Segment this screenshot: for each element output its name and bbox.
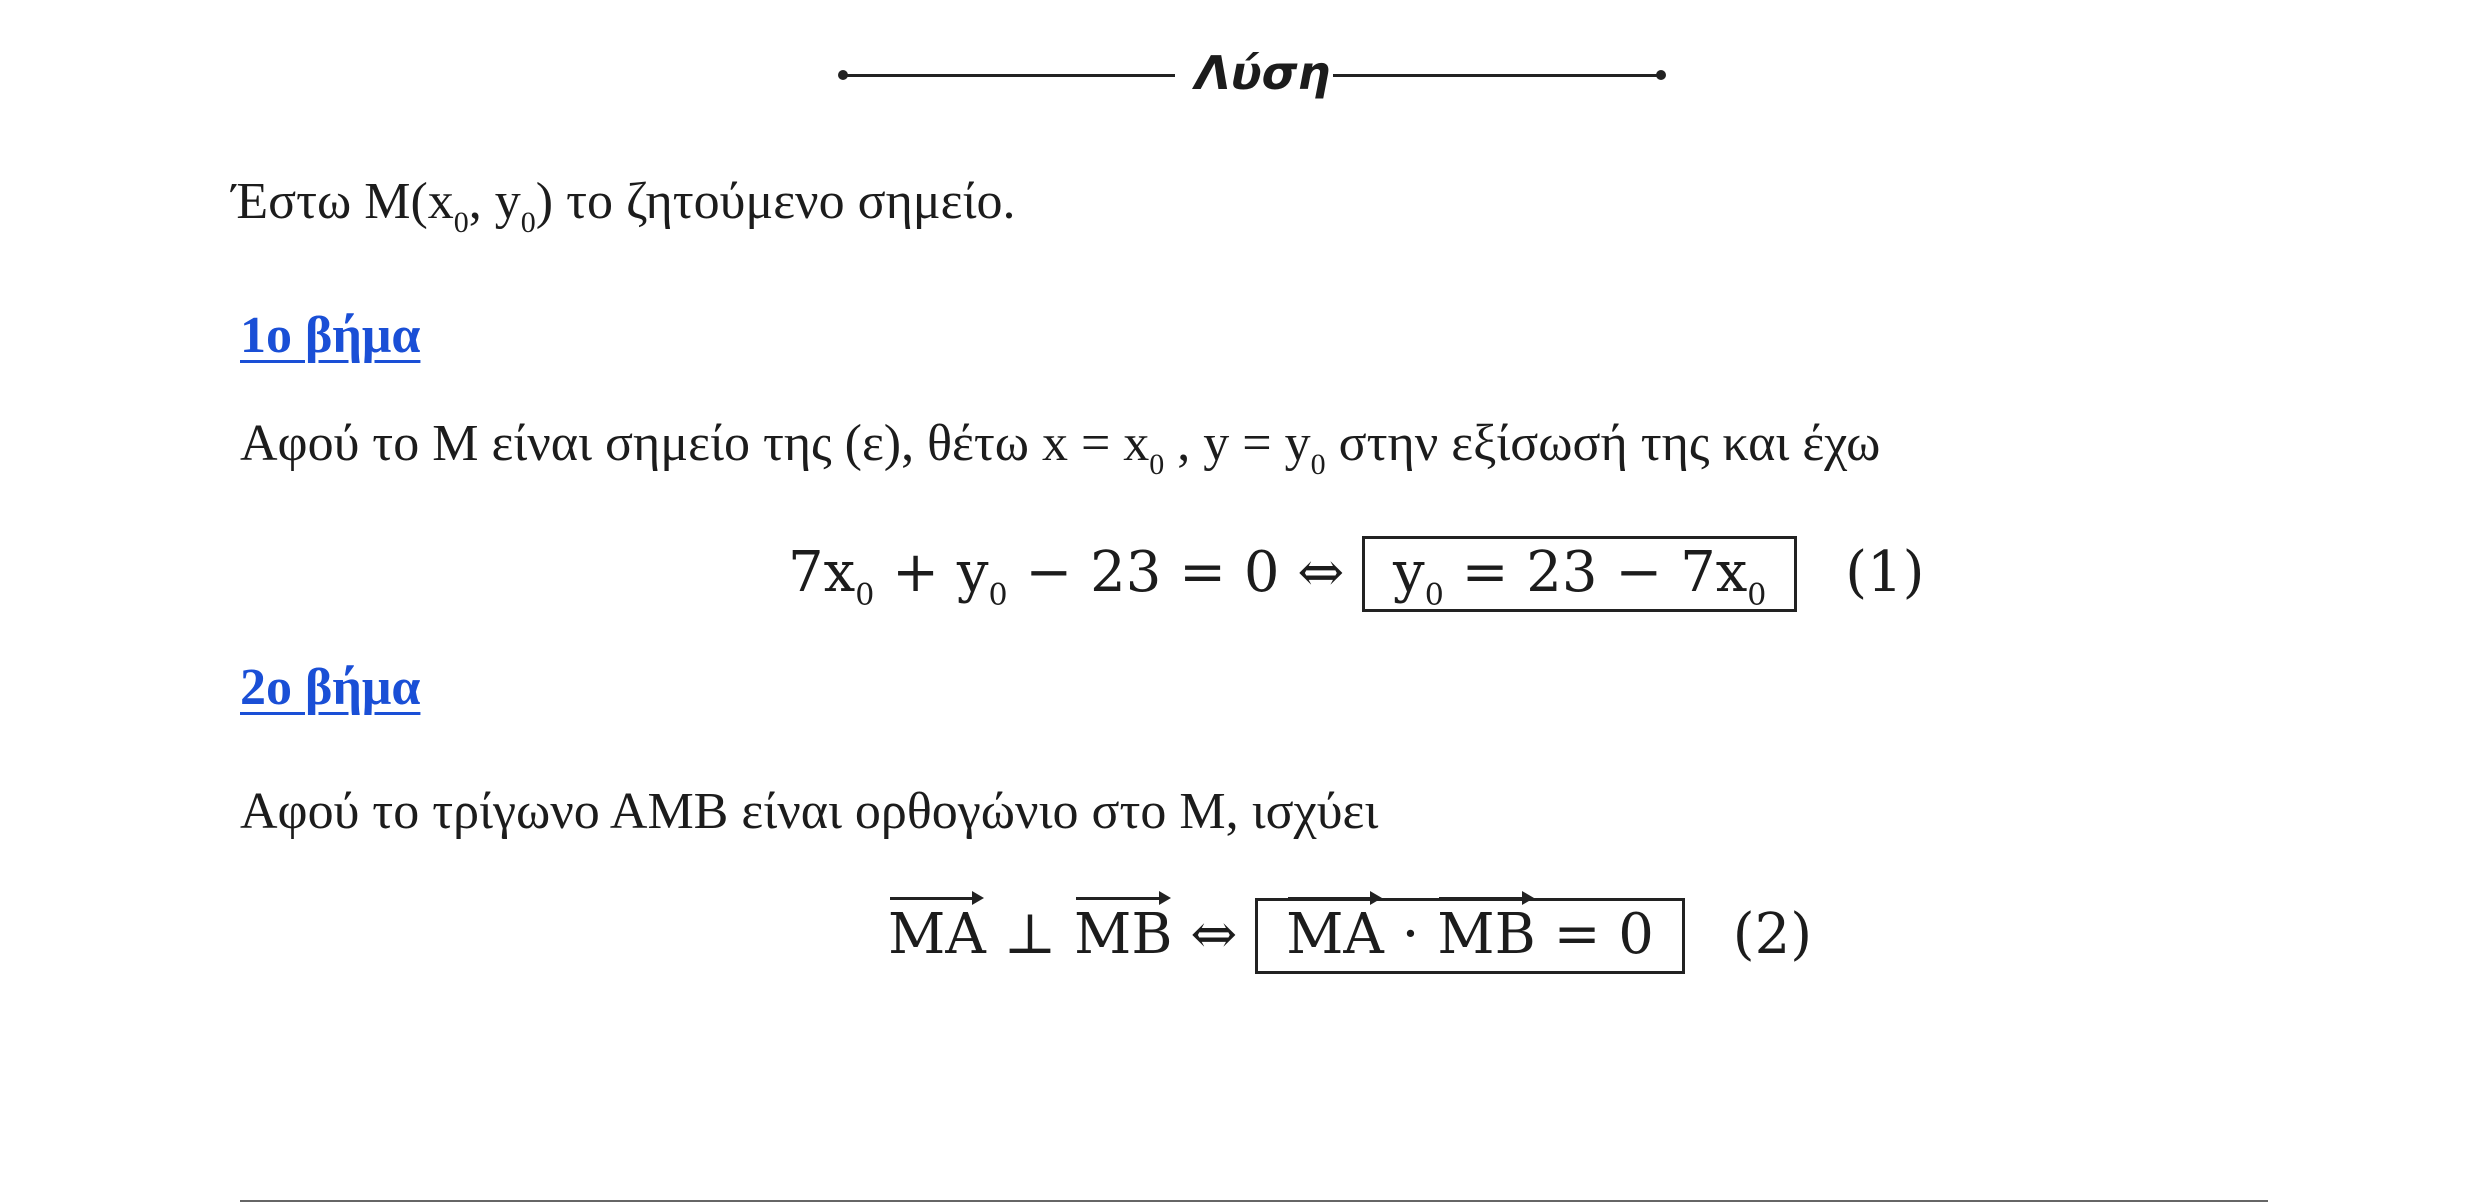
eq1-term-7x: 7x <box>788 540 856 605</box>
intro-suffix: ) το ζητούμενο σημείο. <box>535 173 1016 230</box>
step1-sentence-b: , y = y <box>1164 415 1311 472</box>
step1-equation <box>788 536 1925 612</box>
eq1-boxed-result <box>1362 536 1797 612</box>
header-right-line <box>1333 74 1661 77</box>
iff-symbol: ⇔ <box>1172 902 1238 967</box>
box-vector-mb: MB <box>1437 902 1536 967</box>
perp-symbol: ⊥ <box>985 902 1075 967</box>
intro-mid: , y <box>468 173 521 230</box>
header-right-dot <box>1656 70 1666 80</box>
step2-equation <box>888 898 1812 974</box>
eq1-rest: − 23 = 0 ⇔ <box>1007 540 1345 605</box>
step1-heading[interactable]: 1ο βήμα <box>240 307 421 364</box>
intro-sub-y: 0 <box>520 206 536 239</box>
eq1-sub2: 0 <box>988 578 1008 613</box>
eq1-box-rhs: = 23 − 7x <box>1443 540 1748 605</box>
eq2-tag: (2) <box>1732 902 1813 967</box>
step2-sentence: Αφού το τρίγωνο ΑΜΒ είναι ορθογώνιο στο Μ, ισχύει <box>240 783 1379 840</box>
vector-ma: MA <box>888 902 986 967</box>
dot-product-symbol: · <box>1383 902 1438 967</box>
eq1-box-y: y <box>1393 540 1425 605</box>
intro-sub-x: 0 <box>453 206 469 239</box>
eq2-boxed-result <box>1255 898 1685 974</box>
eq2-rest: = 0 <box>1535 902 1654 967</box>
footer-divider <box>240 1200 2268 1202</box>
eq1-box-sub1: 0 <box>1424 578 1444 613</box>
eq1-term-y: + y <box>874 540 989 605</box>
step1-sub-x: 0 <box>1149 448 1165 481</box>
step1-sentence <box>240 415 1881 481</box>
vector-mb: MB <box>1074 902 1173 967</box>
header-left-line <box>843 74 1175 77</box>
step2-heading[interactable]: 2ο βήμα <box>240 659 421 716</box>
eq1-sub1: 0 <box>855 578 875 613</box>
intro-prefix: Έστω M(x <box>232 173 454 230</box>
step1-sentence-a: Αφού το Μ είναι σημείο της (ε), θέτω x = x <box>240 415 1150 472</box>
solution-title: Λύση <box>1195 46 1331 100</box>
eq1-box-sub2: 0 <box>1747 578 1767 613</box>
eq1-tag: (1) <box>1845 540 1925 605</box>
step1-sub-y: 0 <box>1310 448 1326 481</box>
box-vector-ma: MA <box>1286 902 1384 967</box>
intro-sentence <box>232 173 1016 239</box>
step1-sentence-c: στην εξίσωσή της και έχω <box>1325 415 1881 472</box>
